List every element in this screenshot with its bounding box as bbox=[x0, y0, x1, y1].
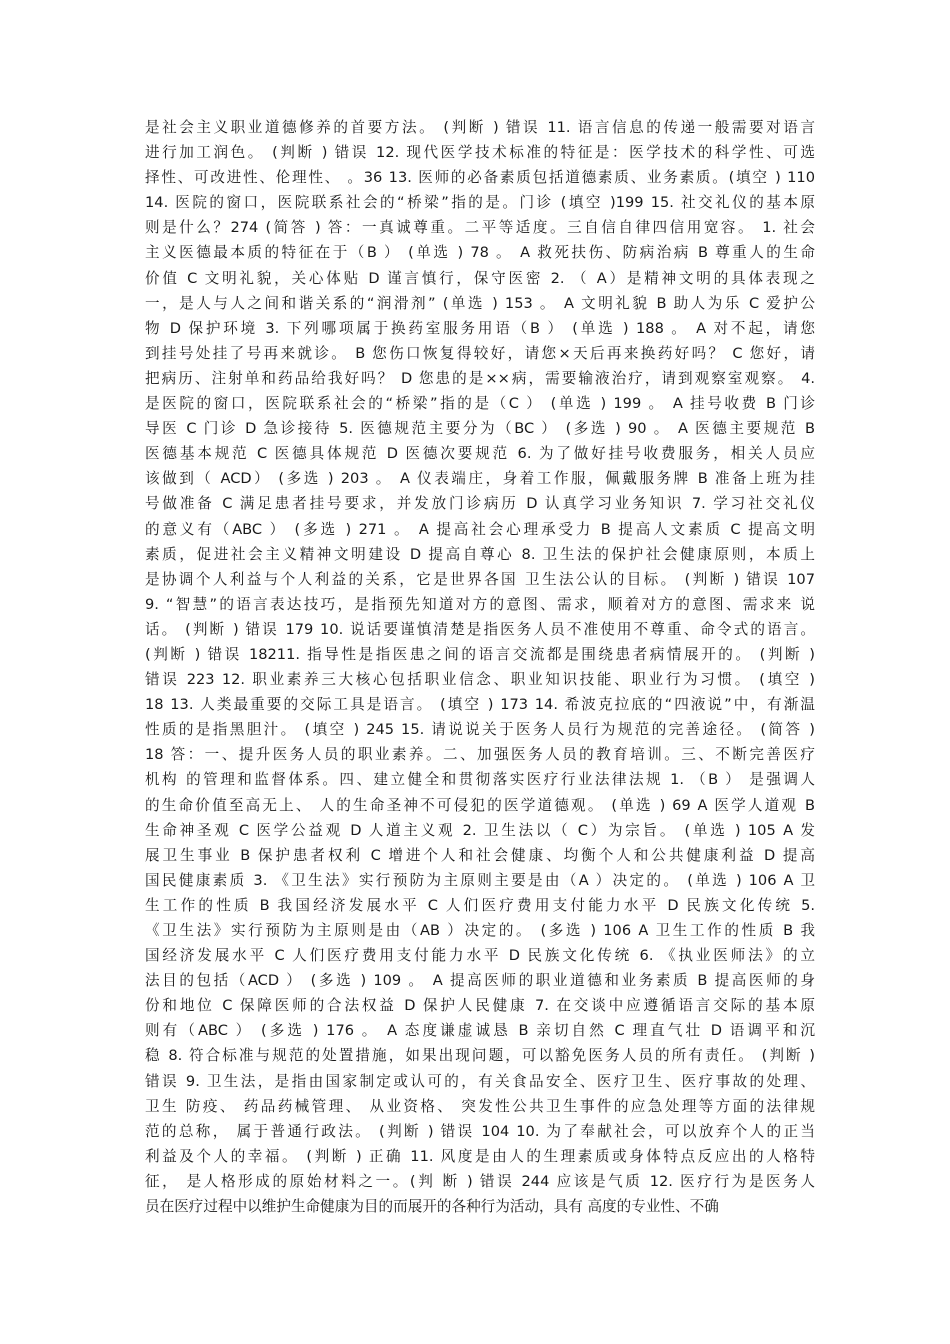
text-line: 生命神圣观 C 医学公益观 D 人道主义观 2. 卫生法以（ C）为宗旨。 (单选 ) 105 A 发 bbox=[145, 821, 815, 839]
text-line: 是社会主义职业道德修养的首要方法。 (判断 ) 错误 11. 语言信息的传递一般需要对语言 bbox=[145, 119, 815, 136]
text-line: 9. “智慧”的语言表达技巧，是指预先知道对方的意图、需求，顺着对方的意图、需求来 说 bbox=[145, 595, 815, 613]
text-line: 择性、可改进性、伦理性、 。36 13. 医师的必备素质包括道德素质、业务素质。(填空 ) 110 bbox=[145, 169, 815, 187]
text-line: 国民健康素质 3. 《卫生法》实行预防为主原则主要是由（A ）决定的。 (单选 ) 106 A 卫 bbox=[145, 871, 815, 889]
text-line: 生工作的性质 B 我国经济发展水平 C 人们医疗费用支付能力水平 D 民族文化传统 5. bbox=[145, 896, 815, 914]
text-line: 号做准备 C 满足患者挂号要求，并发放门诊病历 D 认真学习业务知识 7. 学习社交礼仪 bbox=[145, 495, 815, 513]
text-line: 利益及个人的幸福。 (判断 ) 正确 11. 风度是由人的生理素质或身体特点反应出的人格特 bbox=[145, 1147, 815, 1165]
text-line: 是医院的窗口，医院联系社会的“桥梁”指的是（C ） (单选 ) 199 。 A 挂号收费 B 门诊 bbox=[145, 395, 815, 413]
text-line: 性质的是指黑胆汁。 (填空 ) 245 15. 请说说关于医务人员行为规范的完善途径。 (简答 ) bbox=[145, 721, 815, 739]
text-line: 稳 8. 符合标准与规范的处置措施，如果出现问题，可以豁免医务人员的所有责任。 (判断 ) bbox=[145, 1047, 815, 1065]
text-line: 导医 C 门诊 D 急诊接待 5. 医德规范主要分为（BC ） (多选 ) 90 。 A 医德主要规范 B bbox=[145, 420, 815, 438]
text-line: 物 D 保护环境 3. 下列哪项属于换药室服务用语（B ） (单选 ) 188 。 A 对不起，请您 bbox=[145, 319, 815, 337]
text-line: 进行加工润色。 (判断 ) 错误 12. 现代医学技术标准的特征是：医学技术的科学性、可选 bbox=[145, 144, 815, 162]
text-line: 员在医疗过程中以维护生命健康为目的而展开的各种行为活动，具有 高度的专业性、不确 bbox=[145, 1198, 719, 1216]
text-line: 国经济发展水平 C 人们医疗费用支付能力水平 D 民族文化传统 6. 《执业医师法》的立 bbox=[145, 947, 815, 965]
text-line: 份和地位 C 保障医师的合法权益 D 保护人民健康 7. 在交谈中应遵循语言交际的基本原 bbox=[145, 997, 815, 1015]
text-line: 《卫生法》实行预防为主原则是由（AB ）决定的。 (多选 ) 106 A 卫生工作的性质 B 我 bbox=[145, 922, 815, 939]
text-line: 14. 医院的窗口，医院联系社会的“桥梁”指的是。门诊 (填空 )199 15. 社交礼仪的基本原 bbox=[145, 194, 815, 212]
text-line: 是协调个人利益与个人利益的关系，它是世界各国 卫生法公认的目标。 (判断 ) 错误 107 bbox=[145, 570, 815, 588]
text-line: 范的总称， 属于普通行政法。 (判断 ) 错误 104 10. 为了奉献社会，可以放弃个人的正当 bbox=[145, 1122, 815, 1140]
text-line: 一，是人与人之间和谐关系的“润滑剂” (单选 ) 153 。 A 文明礼貌 B 助人为乐 C 爱护公 bbox=[145, 294, 815, 312]
text-line: (判断 ) 错误 18211. 指导性是指医患之间的语言交流都是围绕患者病情展开的。 (判断 ) bbox=[145, 645, 815, 663]
text-line: 则是什么？274 (简答 ) 答：一真诚尊重。二平等适度。三自信自律四信用宽容。 1. 社会 bbox=[145, 219, 815, 237]
text-line: 价值 C 文明礼貌，关心体贴 D 谨言慎行，保守医密 2. （ A）是精神文明的具体表现之 bbox=[145, 269, 815, 287]
text-line: 则有（ABC ） (多选 ) 176 。 A 态度谦虚诚恳 B 亲切自然 C 理直气壮 D 语调平和沉 bbox=[145, 1022, 815, 1040]
text-line: 18 答：一、提升医务人员的职业素养。二、加强医务人员的教育培训。三、不断完善医疗 bbox=[145, 746, 815, 764]
text-line: 素质，促进社会主义精神文明建设 D 提高自尊心 8. 卫生法的保护社会健康原则，本质上 bbox=[145, 545, 815, 563]
text-line: 机构 的管理和监督体系。四、建立健全和贯彻落实医疗行业法律法规 1. （B ） 是强调人 bbox=[145, 771, 815, 789]
document-body bbox=[145, 115, 815, 1219]
text-line: 18 13. 人类最重要的交际工具是语言。 (填空 ) 173 14. 希波克拉底的“四液说”中，有渐温 bbox=[145, 696, 815, 714]
text-line: 到挂号处挂了号再来就诊。 B 您伤口恢复得较好，请您×天后再来换药好吗？ C 您好，请 bbox=[145, 344, 815, 362]
text-line: 的生命价值至高无上、 人的生命圣神不可侵犯的医学道德观。 (单选 ) 69 A 医学人道观 B bbox=[145, 796, 815, 814]
text-line: 的意义有（ABC ） (多选 ) 271 。 A 提高社会心理承受力 B 提高人文素质 C 提高文明 bbox=[145, 520, 815, 538]
text-line: 主义医德最本质的特征在于（B ） (单选 ) 78 。 A 救死扶伤、防病治病 B 尊重人的生命 bbox=[145, 244, 815, 262]
text-line: 话。 (判断 ) 错误 179 10. 说话要谨慎清楚是指医务人员不准使用不尊重、命令式的语言。 bbox=[145, 620, 815, 638]
text-line: 法目的包括（ACD ） (多选 ) 109 。 A 提高医师的职业道德和业务素质 B 提高医师的身 bbox=[145, 972, 815, 990]
text-line: 卫生 防疫、 药品药械管理、 从业资格、 突发性公共卫生事件的应急处理等方面的法律规 bbox=[145, 1097, 815, 1115]
text-line: 征， 是人格形成的原始材料之一。(判 断 ) 错误 244 应该是气质 12. 医疗行为是医务人 bbox=[145, 1172, 815, 1190]
text-line: 展卫生事业 B 保护患者权利 C 增进个人和社会健康、均衡个人和公共健康利益 D 提高 bbox=[145, 846, 815, 864]
text-line: 把病历、注射单和药品给我好吗？ D 您患的是××病，需要输液治疗，请到观察室观察。 4. bbox=[145, 369, 815, 387]
text-line: 医德基本规范 C 医德具体规范 D 医德次要规范 6. 为了做好挂号收费服务，相关人员应 bbox=[145, 445, 815, 463]
text-line: 错误 223 12. 职业素养三大核心包括职业信念、职业知识技能、职业行为习惯。 (填空 ) bbox=[145, 671, 815, 689]
text-line: 错误 9. 卫生法，是指由国家制定或认可的，有关食品安全、医疗卫生、医疗事故的处理、 bbox=[145, 1072, 815, 1090]
text-line: 该做到（ ACD） (多选 ) 203 。 A 仪表端庄，身着工作服，佩戴服务牌 B 准备上班为挂 bbox=[145, 470, 815, 488]
